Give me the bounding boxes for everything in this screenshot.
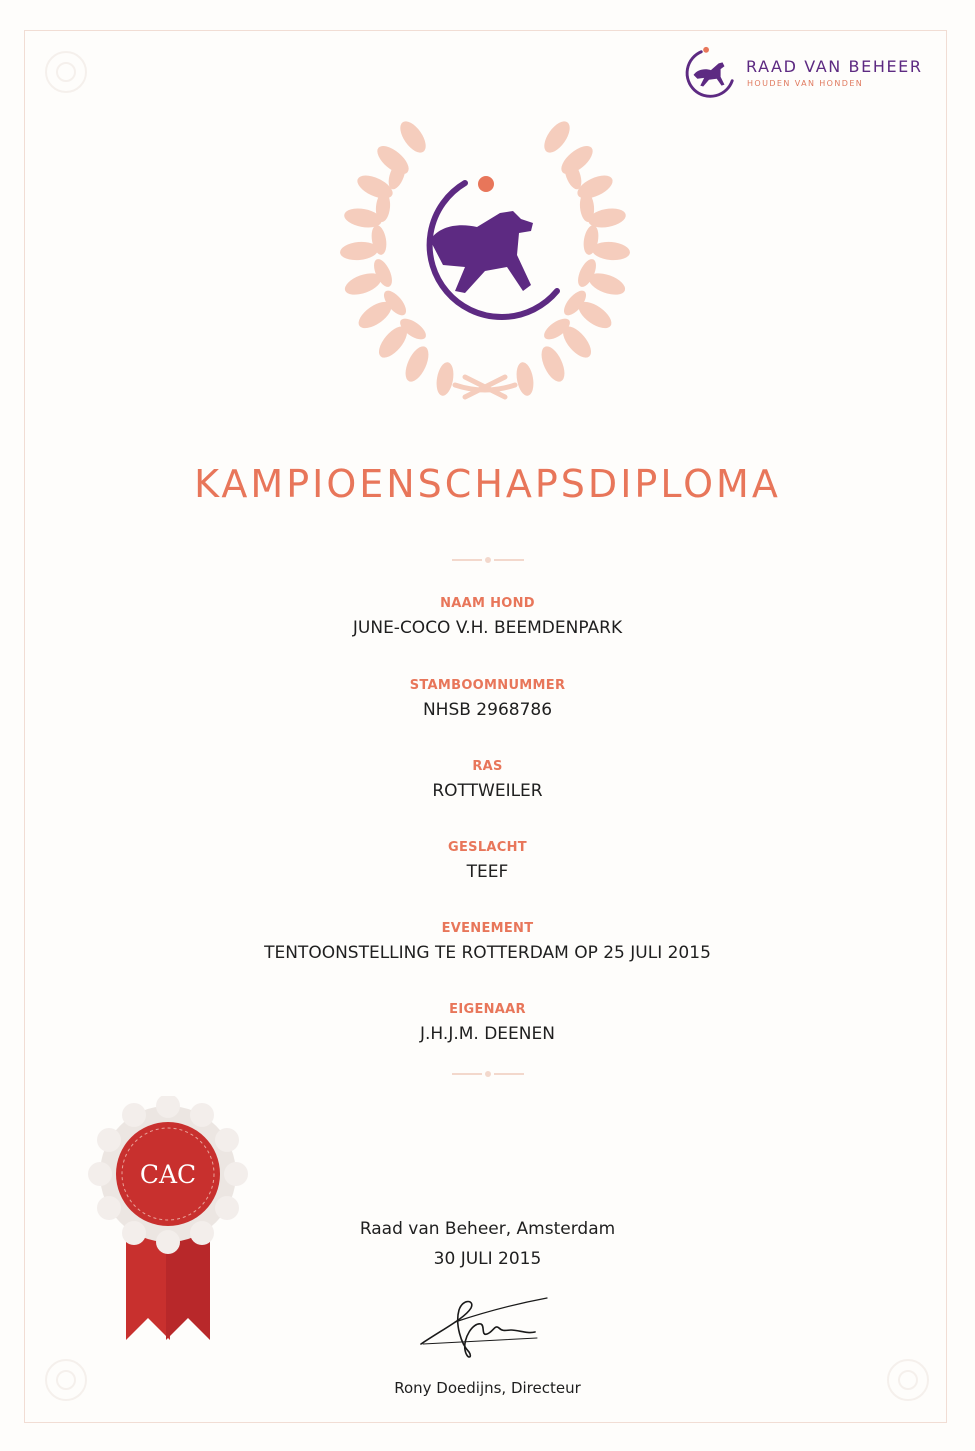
laurel-wreath-emblem bbox=[335, 115, 635, 415]
issuer-block bbox=[0, 1214, 975, 1274]
field-label: EIGENAAR bbox=[449, 1002, 526, 1017]
corner-ornament-icon bbox=[36, 42, 96, 102]
field-value: ROTTWEILER bbox=[432, 781, 543, 801]
field-label: GESLACHT bbox=[448, 840, 527, 855]
issuer-place: Raad van Beheer, Amsterdam bbox=[359, 1219, 616, 1239]
diploma-title: KAMPIOENSCHAPSDIPLOMA bbox=[194, 462, 781, 506]
org-tagline: HOUDEN VAN HONDEN bbox=[747, 79, 864, 88]
field-value: NHSB 2968786 bbox=[422, 700, 553, 720]
org-name: RAAD VAN BEHEER bbox=[746, 57, 923, 76]
field-value: J.H.J.M. DEENEN bbox=[420, 1024, 555, 1044]
divider-ornament-icon bbox=[452, 1070, 524, 1078]
dog-emblem-icon bbox=[680, 44, 738, 102]
field-label: STAMBOOMNUMMER bbox=[409, 678, 566, 693]
field-value: JUNE-COCO V.H. BEEMDENPARK bbox=[352, 618, 623, 638]
field-event bbox=[0, 921, 975, 963]
field-value: TENTOONSTELLING TE ROTTERDAM OP 25 JULI 2015 bbox=[264, 943, 711, 963]
field-sex bbox=[0, 840, 975, 882]
field-dog-name bbox=[0, 596, 975, 638]
divider-ornament-icon bbox=[452, 556, 524, 564]
field-breed bbox=[0, 759, 975, 801]
signer-name: Rony Doedijns, Directeur bbox=[394, 1379, 581, 1397]
field-value: TEEF bbox=[466, 862, 509, 882]
rosette-text: CAC bbox=[139, 1160, 197, 1189]
issue-date: 30 JULI 2015 bbox=[433, 1249, 542, 1269]
field-label: NAAM HOND bbox=[440, 596, 535, 611]
field-pedigree-number bbox=[0, 678, 975, 720]
org-logo bbox=[680, 44, 940, 104]
field-label: RAS bbox=[472, 759, 503, 774]
signature-icon bbox=[415, 1288, 555, 1368]
field-label: EVENEMENT bbox=[441, 921, 534, 936]
field-owner bbox=[0, 1002, 975, 1044]
dog-emblem-icon bbox=[430, 176, 557, 317]
